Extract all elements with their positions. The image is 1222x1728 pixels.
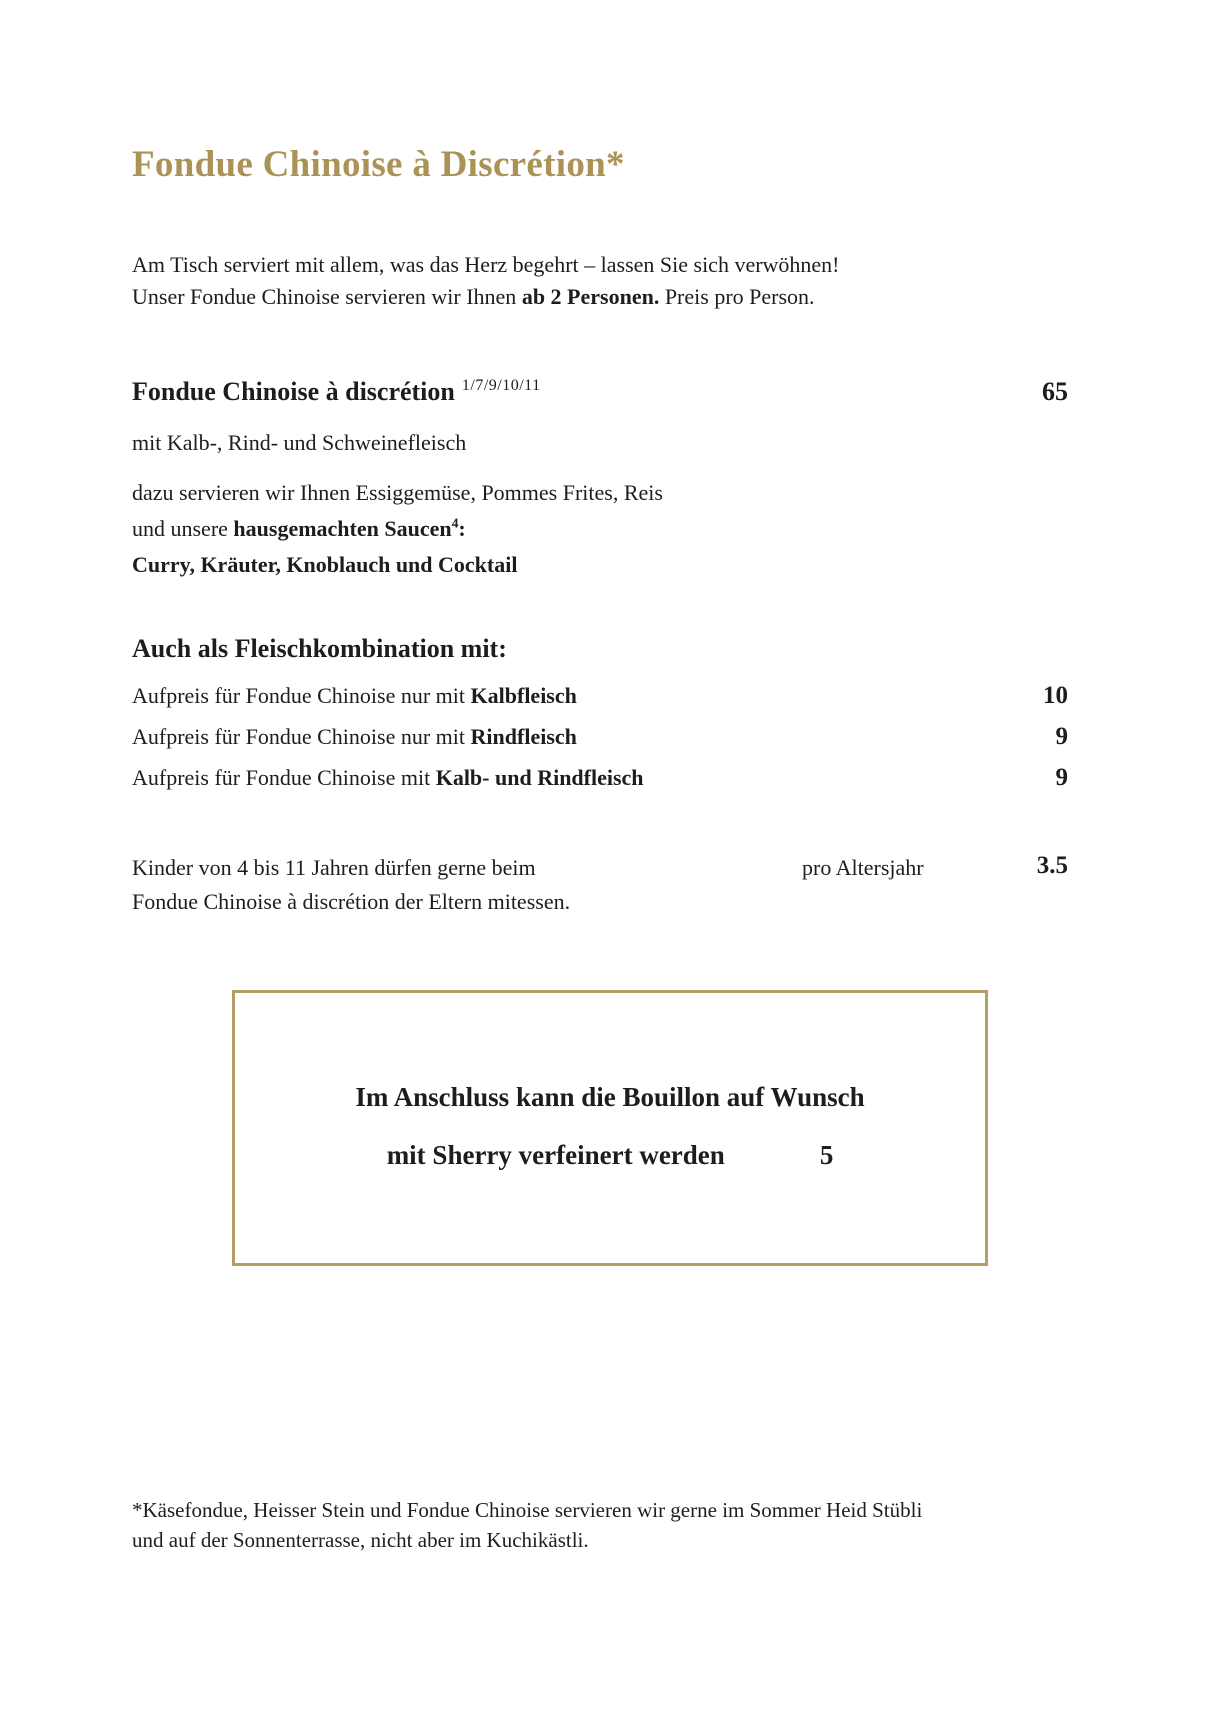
- main-item-description: [132, 475, 1068, 583]
- description-line-2: und unsere hausgemachten Saucen$^4$:: [132, 515, 466, 541]
- main-item-name: [132, 377, 541, 407]
- main-item-subtitle: mit Kalb-, Rind- und Schweinefleisch: [132, 430, 467, 455]
- children-price-unit: pro Altersjahr: [802, 855, 924, 880]
- intro-line-2: Unser Fondue Chinoise servieren wir Ihnen ab 2 Personen. Preis pro Person.: [132, 284, 815, 309]
- description-line-1: dazu servieren wir Ihnen Essiggemüse, Pommes Frites, Reis: [132, 480, 663, 505]
- combination-row-price: 10: [1043, 681, 1068, 709]
- page-title: Fondue Chinoise à Discrétion*: [132, 144, 625, 185]
- children-row: [132, 851, 1068, 885]
- bouillon-box-price: 5: [819, 1140, 834, 1170]
- combination-row-price: 9: [1055, 722, 1068, 750]
- combination-row-label: Aufpreis für Fondue Chinoise nur mit Rindfleisch: [132, 723, 577, 749]
- bouillon-box-line-1: Im Anschluss kann die Bouillon auf Wunsch: [355, 1082, 865, 1112]
- children-line-2: Fondue Chinoise à discrétion der Eltern mitessen.: [132, 889, 571, 914]
- main-item-title: Fondue Chinoise à discrétion: [132, 377, 455, 406]
- children-price: 3.5: [1036, 852, 1068, 879]
- combination-row-price: 9: [1055, 763, 1068, 791]
- combination-row: [132, 716, 1068, 757]
- footnote-line-2: und auf der Sonnenterrasse, nicht aber im Kuchikästli.: [132, 1528, 589, 1552]
- allergen-codes: 1/7/9/10/11: [461, 377, 541, 395]
- intro-line-1: Am Tisch serviert mit allem, was das Herz begehrt – lassen Sie sich verwöhnen!: [132, 252, 840, 277]
- children-pricing: [132, 851, 1068, 919]
- combination-row: [132, 675, 1068, 716]
- children-line-1: Kinder von 4 bis 11 Jahren dürfen gerne beim: [132, 855, 536, 880]
- combination-row-label: Aufpreis für Fondue Chinoise nur mit Kalbfleisch: [132, 682, 577, 708]
- combination-heading: Auch als Fleischkombination mit:: [132, 634, 507, 663]
- bouillon-info-box: [232, 990, 988, 1266]
- combination-rows: [132, 675, 1068, 798]
- main-item-header: [132, 377, 1068, 407]
- main-item-price: 65: [1042, 377, 1068, 406]
- footnote-line-1: *Käsefondue, Heisser Stein und Fondue Chinoise servieren wir gerne im Sommer Heid Stübli: [132, 1498, 923, 1522]
- footnote: [132, 1495, 1068, 1555]
- combination-row: [132, 757, 1068, 798]
- description-line-3-sauces: Curry, Kräuter, Knoblauch und Cocktail: [132, 552, 518, 577]
- intro-text: [132, 249, 1068, 313]
- combination-row-label: Aufpreis für Fondue Chinoise mit Kalb- und Rindfleisch: [132, 764, 644, 790]
- bouillon-box-text: mit Sherry verfeinert werden: [386, 1140, 725, 1170]
- bouillon-box-line-2: [235, 1139, 985, 1171]
